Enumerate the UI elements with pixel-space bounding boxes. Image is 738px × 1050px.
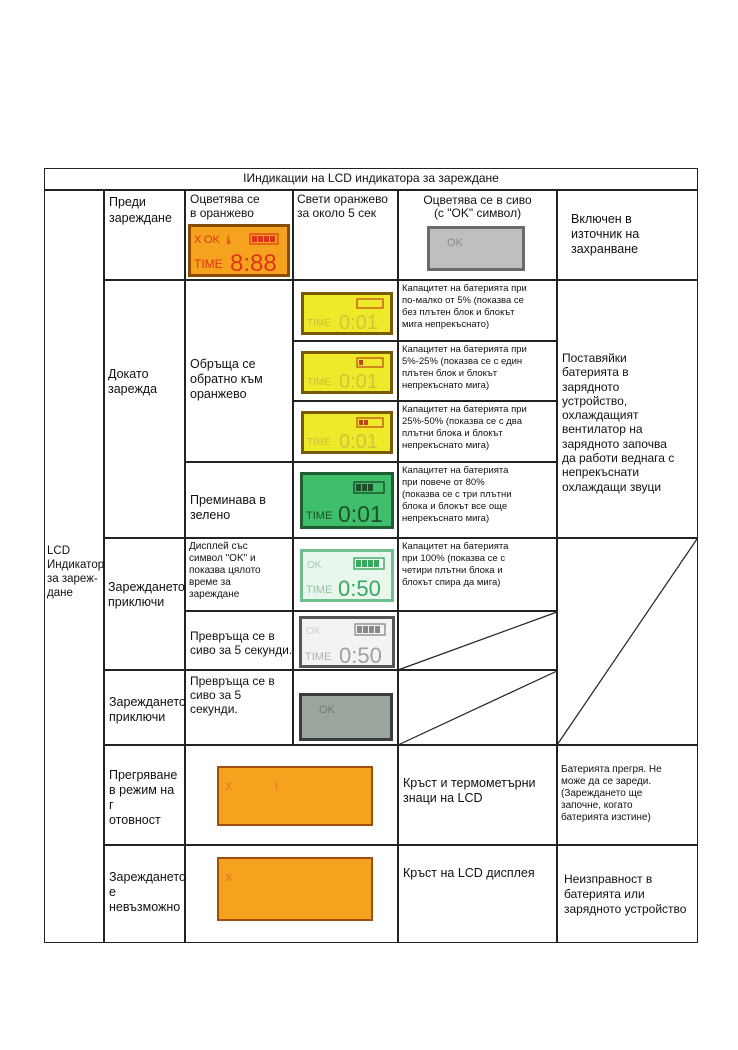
svg-text:TIME: TIME: [305, 651, 332, 663]
lcd-label: LCD Индикатор за зареж-дане: [47, 545, 105, 599]
cross-icon: X: [225, 781, 233, 793]
svg-text:0:50: 0:50: [339, 643, 382, 668]
row-label-finished1: Зареждането приключи: [108, 580, 185, 609]
svg-text:0:01: 0:01: [339, 431, 378, 453]
lcd-x-mark: X: [194, 234, 202, 246]
row-label-before: Преди зареждане: [104, 190, 185, 280]
impossible-desc: Кръст на LCD дисплея: [398, 845, 557, 943]
header-power: Включен в източник на захранване: [571, 212, 640, 256]
reverts-orange-text: Обръща се обратно към оранжево: [190, 357, 263, 401]
svg-text:TIME: TIME: [307, 437, 331, 448]
capacity-lt5: Капацитет на батерията при по-малко от 5% (показва се без плътен блок и блокът мига непрекъснато): [398, 280, 557, 341]
svg-text:OK: OK: [306, 626, 321, 637]
svg-text:TIME: TIME: [307, 377, 331, 388]
settings-text: Поставяйки батерията в зарядното устройство, охлаждащият вентилатор на зарядното започва да работи веднага с непрекъснати охлаждащи звуци: [562, 351, 675, 494]
capacity-25-50: Капацитет на батерията при 25%-50% (показва се с два плътни блока и блокът непрекъснато мига): [398, 401, 557, 462]
svg-text:TIME: TIME: [307, 318, 331, 329]
turns-gray-b-text: Превръща се в сиво за 5 секунди.: [185, 670, 293, 745]
turns-green-text: Преминава в зелено: [190, 493, 266, 522]
overheat-desc: Кръст и термометърни знаци на LCD: [398, 745, 557, 845]
overheat-note: Батерията прегря. Не може да се зареди. (Зареждането ще започне, когато батерията изстине): [557, 745, 698, 845]
row-label-impossible: Зареждането е невъзможно: [104, 845, 185, 943]
lcd-impossible: [217, 857, 373, 921]
svg-text:0:01: 0:01: [339, 371, 378, 393]
lcd-ok: OK: [204, 234, 220, 246]
impossible-note: Неизправност в батерията или зарядното устройство: [557, 845, 698, 943]
svg-text:0:01: 0:01: [338, 501, 383, 527]
header-orange: Оцветява се в оранжево: [190, 192, 260, 220]
display-ok-text: Дисплей със символ "OK" и показва цялото време за зареждане: [185, 538, 293, 611]
thermometer-icon: ǀ: [275, 781, 278, 793]
capacity-100: Капацитет на батерията при 100% (показва се с четири плътни блока и блокът спира да мига): [398, 538, 557, 611]
lcd-time-label: TIME: [194, 257, 223, 271]
row-label-overheat: Прегряване в режим на г отовност: [104, 745, 185, 845]
lcd-overheat: [217, 766, 373, 826]
row-label-finished2: Зареждането приключи: [104, 670, 185, 745]
row-label-charging: Докато зарежда: [108, 367, 158, 396]
svg-text:OK: OK: [319, 704, 335, 716]
header-gray: Оцветява се в сиво (с "OK" символ): [423, 193, 532, 220]
svg-text:0:01: 0:01: [339, 312, 378, 334]
svg-text:TIME: TIME: [306, 584, 333, 596]
svg-text:0:50: 0:50: [338, 576, 381, 601]
capacity-5-25: Капацитет на батерията при 5%-25% (показва се с един плътен блок и блокът непрекъснато мига): [398, 341, 557, 401]
lcd-digits: 8:88: [230, 250, 277, 277]
thermometer-icon: 🌡: [223, 235, 235, 245]
svg-text:OK: OK: [307, 560, 322, 571]
svg-text:OK: OK: [447, 237, 463, 249]
header-orange5: Свети оранжево за около 5 сек: [297, 192, 388, 220]
turns-gray-a-text: Превръща се в сиво за 5 секунди.: [190, 629, 293, 657]
svg-text:TIME: TIME: [306, 510, 333, 522]
table-title: IИндикации на LCD индикатора за зареждане: [44, 168, 698, 190]
capacity-gt80: Капацитет на батерията при повече от 80% (показва се с три плътни блока и блокът все още непрекъснато мига): [398, 462, 557, 538]
cross-icon: X: [225, 872, 233, 884]
